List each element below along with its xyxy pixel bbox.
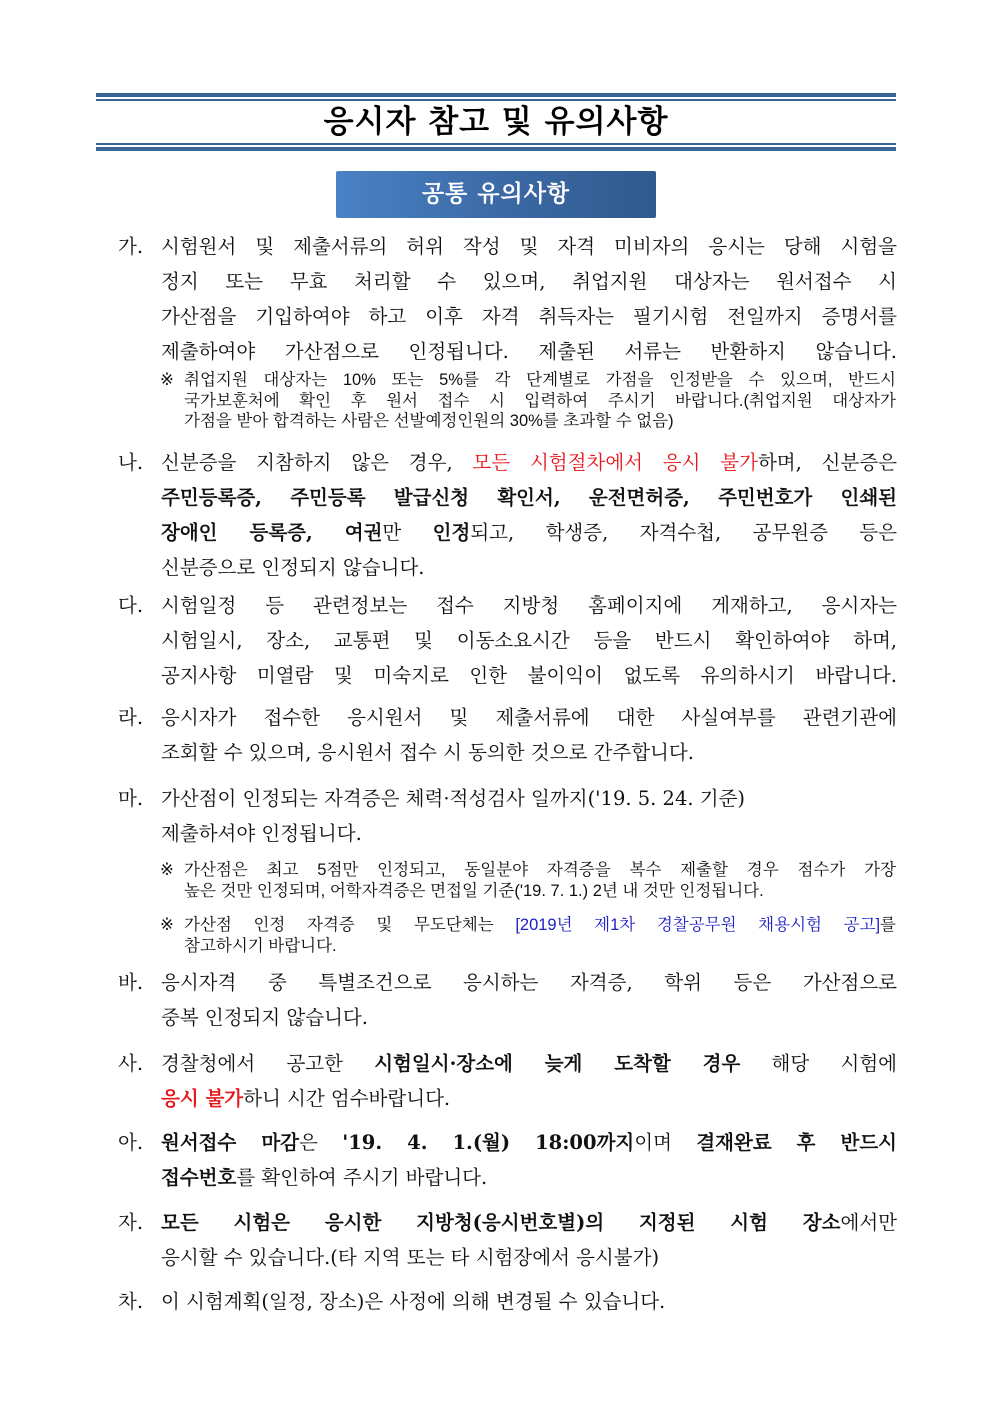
text-line: 응시자격 중 특별조건으로 응시하는 자격증, 학위 등은 가산점으로: [161, 971, 898, 994]
text-line: 시험원서 및 제출서류의 허위 작성 및 자격 미비자의 응시는 당해 시험을: [161, 235, 897, 258]
item-label: 마.: [118, 787, 144, 810]
text-line: [161, 1081, 897, 1116]
emphasis-red-text: 응시 불가: [161, 1087, 244, 1110]
text-segment: 하니 시간 엄수바랍니다.: [243, 1087, 451, 1110]
item-label: 바.: [118, 971, 144, 994]
text-line: 응시자가 접수한 응시원서 및 제출서류에 대한 사실여부를 관련기관에: [161, 706, 897, 729]
title-rule-top-thick: [96, 93, 896, 97]
reference-mark-icon: ※: [160, 916, 174, 934]
item-label: 나.: [118, 451, 144, 474]
page-title: 응시자 참고 및 유의사항: [323, 104, 669, 140]
text-line: 조회할 수 있으며, 응시원서 접수 시 동의한 것으로 간주합니다.: [161, 741, 694, 764]
text-line: 가산점이 인정되는 자격증은 체력·적성검사 일까지('19. 5. 24. 기준): [161, 787, 746, 810]
text-segment: 를: [880, 916, 896, 934]
text-line: 시험일시, 장소, 교통편 및 이동소요시간 등을 반드시 확인하여야 하며,: [161, 629, 897, 652]
text-line-bold: 주민등록증, 주민등록 발급신청 확인서, 운전면허증, 주민번호가 인쇄된: [161, 486, 897, 509]
text-line: 공지사항 미열람 및 미숙지로 인한 불이익이 없도록 유의하시기 바랍니다.: [161, 664, 897, 687]
text-segment: 이며: [634, 1131, 697, 1154]
bold-text: 인정: [432, 521, 471, 544]
note-line: 높은 것만 인정되며, 어학자격증은 면접일 기준('19. 7. 1.) 2년 내 것만 인정됩니다.: [184, 881, 764, 900]
note-line: 가산점은 최고 5점만 인정되고, 동일분야 자격증을 복수 제출할 경우 점수가 가장: [184, 861, 896, 879]
text-line: 가산점을 기입하여야 하고 이후 자격 취득자는 필기시험 전일까지 증명서를: [161, 305, 897, 328]
text-segment: 하며, 신분증은: [757, 451, 897, 474]
section-badge: 공통 유의사항: [336, 171, 656, 218]
text-line: 시험일정 등 관련정보는 접수 지방청 홈페이지에 게재하고, 응시자는: [161, 594, 897, 617]
item-text: [161, 700, 897, 770]
reference-mark-icon: ※: [160, 861, 174, 879]
text-segment: 만: [382, 521, 433, 544]
text-line: [161, 1046, 897, 1081]
item-text: [161, 1284, 897, 1319]
text-line: [161, 1160, 897, 1195]
note-line: 참고하시기 바랍니다.: [184, 936, 337, 955]
title-rule-bottom-thin: [96, 143, 896, 145]
bold-text: 장애인 등록증, 여권: [161, 521, 383, 544]
text-line: 중복 인정되지 않습니다.: [161, 1006, 368, 1029]
item-label: 가.: [118, 235, 144, 258]
item-text: [161, 781, 897, 851]
item-label: 다.: [118, 594, 144, 617]
note-line: 취업지원 대상자는 10% 또는 5%를 각 단계별로 가점을 인정받을 수 있으며, 반드시: [184, 371, 896, 389]
text-segment: 에서만: [840, 1211, 897, 1234]
text-line: [161, 1125, 897, 1160]
text-line: 응시할 수 있습니다.(타 지역 또는 타 시험장에서 응시불가): [161, 1246, 660, 1269]
bold-text: 접수번호: [161, 1166, 237, 1189]
announcement-reference-link[interactable]: [2019년 제1차 경찰공무원 채용시험 공고]: [515, 916, 881, 934]
item-label: 라.: [118, 706, 144, 729]
item-text: [161, 1205, 897, 1275]
item-text: [161, 1125, 897, 1195]
item-text: [161, 965, 897, 1035]
item-label: 차.: [118, 1290, 144, 1313]
note-line: [184, 915, 896, 936]
text-line: 신분증으로 인정되지 않습니다.: [161, 556, 425, 579]
bold-text: 모든 시험은 응시한 지방청(응시번호별)의 지정된 시험 장소: [161, 1211, 841, 1234]
item-label: 자.: [118, 1211, 144, 1234]
text-segment: 가산점 인정 자격증 및 무도단체는: [184, 916, 516, 934]
text-segment: 되고, 학생증, 자격수첩, 공무원증 등은: [470, 521, 897, 544]
item-text: [161, 229, 897, 369]
text-line: 정지 또는 무효 처리할 수 있으며, 취업지원 대상자는 원서접수 시: [161, 270, 897, 293]
text-segment: 은: [299, 1131, 343, 1154]
text-segment: 를 확인하여 주시기 바랍니다.: [236, 1166, 488, 1189]
note-line: 국가보훈처에 확인 후 원서 접수 시 입력하여 주시기 바랍니다.(취업지원 대상자가: [184, 391, 896, 410]
text-line: 이 시험계획(일정, 장소)은 사정에 의해 변경될 수 있습니다.: [161, 1290, 666, 1313]
text-segment: 신분증을 지참하지 않은 경우,: [161, 451, 473, 474]
item-text: [161, 588, 897, 693]
title-rule-bottom-thick: [96, 147, 896, 151]
text-line: [161, 445, 897, 480]
text-line: 제출하셔야 인정됩니다.: [161, 822, 362, 845]
note-text: [184, 915, 896, 956]
bold-text: 결재완료 후 반드시: [696, 1131, 897, 1154]
text-line: 제출하여야 가산점으로 인정됩니다. 제출된 서류는 반환하지 않습니다.: [161, 340, 897, 363]
item-text: [161, 1046, 897, 1116]
text-segment: 해당 시험에: [740, 1052, 897, 1075]
emphasis-red-text: 모든 시험절차에서 응시 불가: [472, 451, 758, 474]
item-label: 사.: [118, 1052, 144, 1075]
bold-text: 시험일시·장소에 늦게 도착할 경우: [374, 1052, 741, 1075]
note-text: [184, 860, 896, 901]
bold-text: '19. 4. 1.(월) 18:00까지: [342, 1131, 635, 1154]
reference-mark-icon: ※: [160, 371, 174, 389]
text-segment: 경찰청에서 공고한: [161, 1052, 375, 1075]
text-line: [161, 1205, 897, 1240]
note-text: [184, 370, 896, 432]
bold-text: 원서접수 마감: [161, 1131, 300, 1154]
item-label: 아.: [118, 1131, 144, 1154]
text-line: [161, 515, 897, 550]
note-line: 가점을 받아 합격하는 사람은 선발예정인원의 30%를 초과할 수 없음): [184, 412, 674, 430]
item-text: [161, 445, 897, 585]
